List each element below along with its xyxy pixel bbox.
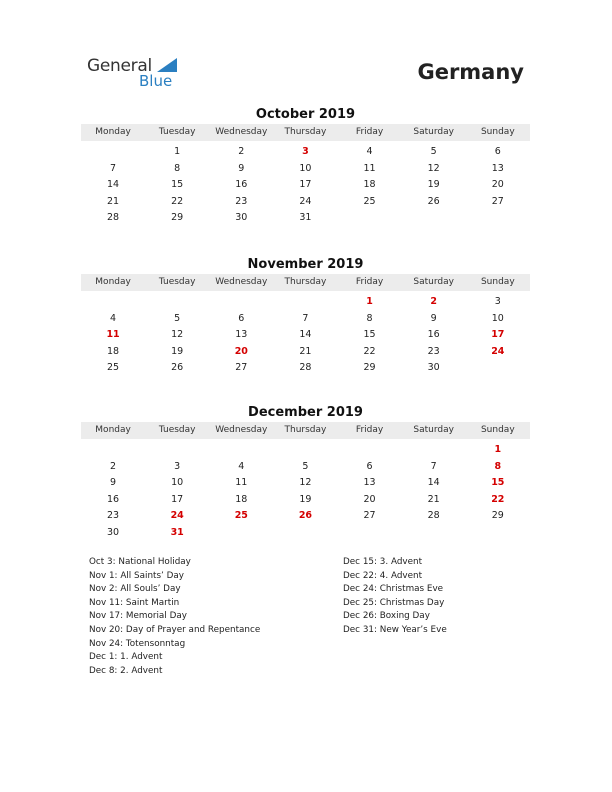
day-cell: 29	[363, 362, 376, 374]
day-cell: 4	[366, 146, 373, 157]
generalblue-logo	[87, 56, 197, 94]
holiday-day-cell: 31	[170, 526, 184, 538]
holiday-day-cell: 2	[430, 296, 437, 307]
day-cell: 31	[299, 212, 312, 224]
day-cell: 25	[363, 195, 376, 207]
day-cell: 9	[110, 477, 117, 489]
holiday-day-cell: 8	[494, 460, 502, 472]
day-cell: 2	[238, 146, 245, 157]
empty-day-cell	[145, 294, 209, 311]
holiday-note: Dec 8: 2. Advent	[89, 665, 163, 676]
weekday-header: Sunday	[480, 425, 515, 435]
day-cell: 23	[107, 510, 120, 522]
day-cell: 13	[363, 477, 376, 489]
day-cell: 9	[238, 162, 245, 174]
day-cell: 18	[235, 493, 248, 505]
weekday-header: Wednesday	[215, 127, 268, 137]
holiday-note: Dec 31: New Year’s Eve	[343, 624, 447, 635]
day-cell: 10	[171, 477, 184, 489]
week-row	[81, 311, 530, 328]
day-cell: 11	[363, 162, 376, 174]
empty-day-cell	[402, 210, 466, 227]
day-cell: 19	[171, 345, 184, 357]
day-cell: 17	[171, 493, 184, 505]
empty-day-cell	[145, 442, 209, 459]
holiday-note: Nov 2: All Souls’ Day	[89, 584, 181, 595]
day-cell: 22	[171, 195, 184, 207]
holiday-day-cell: 1	[494, 444, 502, 455]
day-cell: 27	[363, 510, 376, 522]
week-row	[81, 177, 530, 194]
day-cell: 25	[107, 362, 120, 374]
holiday-day-cell: 25	[234, 510, 248, 522]
day-cell: 22	[363, 345, 376, 357]
empty-day-cell	[273, 442, 337, 459]
day-cell: 29	[171, 212, 184, 224]
weekday-header: Wednesday	[215, 277, 268, 287]
empty-day-cell	[81, 144, 145, 161]
logo-triangle-icon	[157, 58, 177, 72]
day-cell: 12	[427, 162, 440, 174]
day-cell: 5	[174, 312, 181, 324]
holiday-day-cell: 26	[298, 510, 313, 522]
day-cell: 1	[174, 146, 181, 157]
weekday-header: Sunday	[480, 277, 515, 287]
holiday-note: Nov 20: Day of Prayer and Repentance	[89, 624, 261, 635]
week-row	[81, 144, 530, 161]
week-row	[81, 210, 530, 227]
week-row	[81, 344, 530, 361]
day-cell: 14	[107, 179, 120, 191]
day-cell: 3	[494, 296, 501, 307]
empty-day-cell	[338, 210, 402, 227]
empty-day-cell	[466, 360, 530, 377]
day-cell: 13	[491, 162, 504, 174]
weekday-header: Friday	[355, 127, 384, 137]
weekday-header: Friday	[355, 425, 384, 435]
day-cell: 18	[363, 179, 376, 191]
empty-day-cell	[466, 210, 530, 227]
day-cell: 11	[235, 477, 248, 489]
holiday-note: Dec 26: Boxing Day	[343, 611, 430, 622]
day-cell: 21	[299, 345, 312, 357]
weekday-header: Thursday	[284, 277, 327, 287]
day-cell: 21	[427, 493, 440, 505]
day-cell: 28	[107, 212, 120, 224]
day-cell: 4	[110, 312, 117, 324]
day-cell: 26	[427, 195, 440, 207]
day-cell: 10	[299, 162, 312, 174]
day-cell: 2	[110, 460, 117, 472]
weekday-header: Tuesday	[158, 127, 196, 137]
holiday-day-cell: 17	[491, 329, 505, 341]
weekday-header: Monday	[95, 127, 131, 137]
weekday-header-row	[81, 124, 530, 141]
week-row	[81, 294, 530, 311]
day-cell: 29	[491, 510, 504, 522]
day-cell: 4	[238, 460, 245, 472]
weekday-header: Monday	[95, 425, 131, 435]
holiday-day-cell: 3	[302, 146, 309, 157]
weekday-header: Thursday	[284, 127, 327, 137]
day-cell: 20	[363, 493, 376, 505]
empty-day-cell	[209, 525, 273, 542]
week-row	[81, 360, 530, 377]
holiday-note: Dec 22: 4. Advent	[343, 570, 423, 581]
holiday-note: Oct 3: National Holiday	[89, 557, 191, 567]
day-cell: 17	[299, 179, 312, 191]
week-row	[81, 442, 530, 459]
day-cell: 15	[363, 329, 376, 341]
country-title: Germany	[417, 60, 524, 84]
day-cell: 13	[235, 329, 248, 341]
day-cell: 7	[302, 312, 309, 324]
weekday-header-row	[81, 274, 530, 291]
holiday-day-cell: 24	[170, 510, 184, 522]
day-cell: 14	[299, 329, 312, 341]
empty-day-cell	[402, 442, 466, 459]
day-cell: 27	[491, 195, 504, 207]
holiday-day-cell: 1	[366, 296, 373, 307]
holiday-note: Nov 17: Memorial Day	[89, 611, 187, 622]
weekday-header: Sunday	[480, 127, 515, 137]
week-row	[81, 327, 530, 344]
day-cell: 12	[171, 329, 184, 341]
day-cell: 28	[299, 362, 312, 374]
day-cell: 16	[235, 179, 248, 191]
week-row	[81, 508, 530, 525]
day-cell: 8	[174, 162, 181, 174]
day-cell: 27	[235, 362, 248, 374]
month-calendar	[81, 256, 530, 377]
day-cell: 6	[494, 146, 501, 157]
holiday-note: Dec 15: 3. Advent	[343, 557, 423, 567]
day-cell: 30	[235, 212, 248, 224]
week-row	[81, 492, 530, 509]
month-title: October 2019	[255, 107, 356, 122]
empty-day-cell	[402, 525, 466, 542]
weekday-header: Saturday	[413, 277, 454, 287]
holiday-note: Dec 24: Christmas Eve	[343, 584, 444, 595]
day-cell: 5	[302, 460, 309, 472]
weekday-header: Thursday	[284, 425, 327, 435]
day-cell: 18	[107, 345, 120, 357]
holiday-day-cell: 22	[491, 493, 505, 505]
day-cell: 5	[430, 146, 437, 157]
holiday-notes-right	[343, 556, 447, 638]
holiday-note: Nov 11: Saint Martin	[89, 597, 180, 608]
empty-day-cell	[81, 294, 145, 311]
day-cell: 23	[235, 195, 248, 207]
holiday-day-cell: 20	[234, 345, 248, 357]
holiday-day-cell: 15	[491, 477, 505, 489]
day-cell: 7	[110, 162, 117, 174]
day-cell: 16	[107, 493, 120, 505]
day-cell: 16	[427, 329, 440, 341]
month-calendar	[81, 404, 530, 542]
day-cell: 23	[427, 345, 440, 357]
day-cell: 7	[430, 460, 437, 472]
day-cell: 21	[107, 195, 120, 207]
day-cell: 19	[427, 179, 440, 191]
weekday-header: Saturday	[413, 425, 454, 435]
weekday-header: Monday	[95, 277, 131, 287]
weekday-header: Wednesday	[215, 425, 268, 435]
day-cell: 6	[366, 460, 373, 472]
weekday-header: Tuesday	[158, 425, 196, 435]
day-cell: 30	[107, 526, 120, 538]
empty-day-cell	[338, 442, 402, 459]
day-cell: 6	[238, 312, 245, 324]
empty-day-cell	[273, 525, 337, 542]
weekday-header: Friday	[355, 277, 384, 287]
day-cell: 24	[299, 195, 312, 207]
month-title: December 2019	[248, 405, 363, 420]
holiday-note: Dec 25: Christmas Day	[343, 597, 445, 608]
day-cell: 3	[174, 460, 181, 472]
holiday-note: Dec 1: 1. Advent	[89, 652, 163, 663]
empty-day-cell	[209, 442, 273, 459]
day-cell: 10	[491, 312, 504, 324]
week-row	[81, 525, 530, 542]
day-cell: 26	[171, 362, 184, 374]
holiday-note: Nov 1: All Saints’ Day	[89, 570, 185, 581]
weekday-header: Tuesday	[158, 277, 196, 287]
holiday-day-cell: 24	[491, 345, 505, 357]
week-row	[81, 194, 530, 211]
logo-word-blue: Blue	[139, 72, 173, 90]
day-cell: 19	[299, 493, 312, 505]
day-cell: 28	[427, 510, 440, 522]
day-cell: 15	[171, 179, 184, 191]
day-cell: 9	[430, 312, 437, 324]
weekday-header-row	[81, 422, 530, 439]
day-cell: 20	[491, 179, 504, 191]
empty-day-cell	[273, 294, 337, 311]
empty-day-cell	[209, 294, 273, 311]
day-cell: 8	[366, 312, 373, 324]
week-row	[81, 459, 530, 476]
week-row	[81, 475, 530, 492]
month-calendar	[81, 106, 530, 227]
holiday-day-cell: 11	[106, 329, 120, 341]
empty-day-cell	[81, 442, 145, 459]
empty-day-cell	[338, 525, 402, 542]
day-cell: 14	[427, 477, 440, 489]
month-title: November 2019	[247, 257, 364, 272]
logo-word-general: General	[87, 56, 152, 76]
day-cell: 30	[427, 362, 440, 374]
holiday-note: Nov 24: Totensonntag	[89, 638, 186, 649]
week-row	[81, 161, 530, 178]
weekday-header: Saturday	[413, 127, 454, 137]
empty-day-cell	[466, 525, 530, 542]
holiday-notes-left	[89, 556, 260, 678]
day-cell: 12	[299, 477, 312, 489]
